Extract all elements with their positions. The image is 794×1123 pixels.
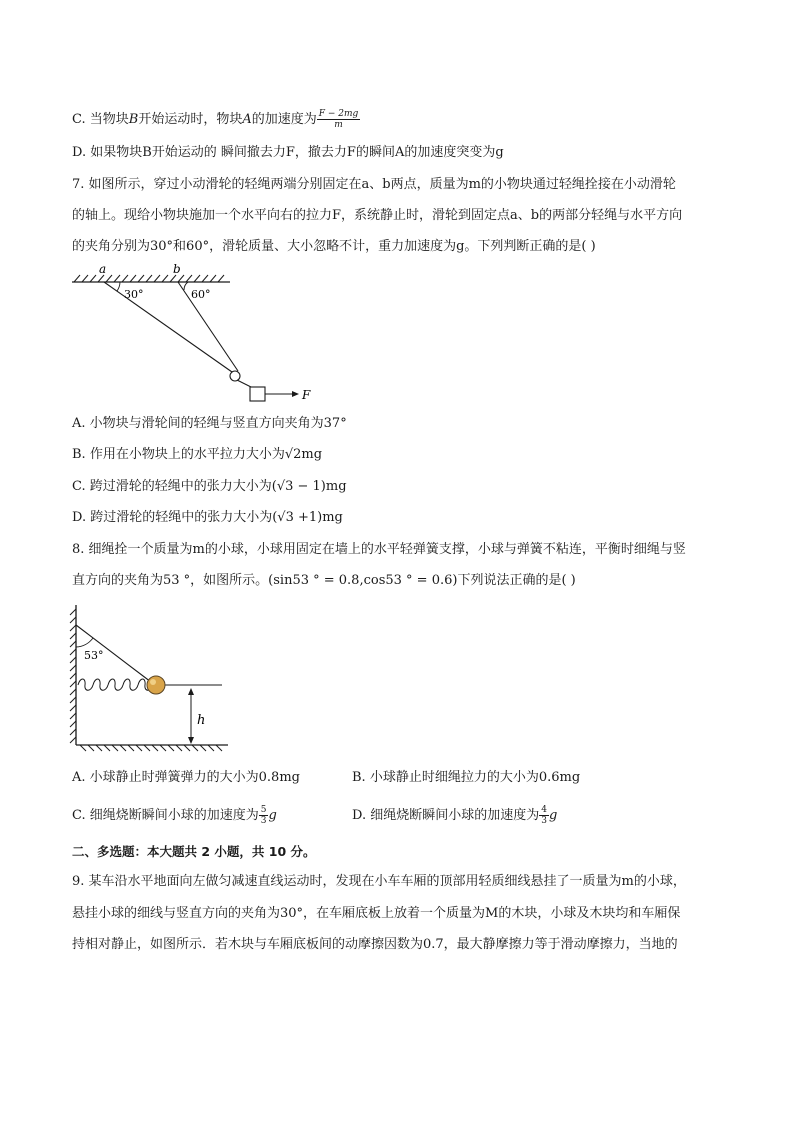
q8-stem-line-1: 8. 细绳拴一个质量为m的小球，小球用固定在墙上的水平轻弹簧支撑，小球与弹簧不粘连，平衡时细绳与竖	[72, 542, 686, 557]
q7-block	[250, 387, 265, 401]
q7-pulley-figure	[70, 262, 330, 407]
q8-ball	[147, 676, 165, 694]
q6-option-d: D. 如果物块B开始运动的 瞬间撤去力F，撤去力F的瞬间A的加速度突变为g	[72, 145, 504, 160]
q6-option-c-mid: 开始运动时，物块	[138, 112, 243, 127]
q8-spring	[78, 679, 157, 690]
q8-option-d-num: 4	[541, 805, 547, 815]
q7-force-arrowhead	[292, 391, 299, 397]
q8-option-a: A. 小球静止时弹簧弹力的大小为0.8mg	[72, 770, 300, 785]
q8-option-c-g: g	[268, 808, 277, 823]
q7-option-b: B. 作用在小物块上的水平拉力大小为√2mg	[72, 447, 323, 462]
q8-height-arrow-down	[188, 737, 194, 744]
q8-option-d-den: 3	[541, 816, 547, 826]
q7-option-c: C. 跨过滑轮的轻绳中的张力大小为(√3 − 1)mg	[72, 479, 347, 494]
q8-angle-label: 53°	[84, 649, 104, 662]
section-heading-multiple-choice: 二、多选题：本大题共 2 小题，共 10 分。	[72, 844, 316, 859]
q7-angle-label-60: 60°	[191, 288, 211, 301]
q8-ground	[76, 745, 228, 751]
q7-stem-line-1: 7. 如图所示，穿过小动滑轮的轻绳两端分别固定在a、b两点，质量为m的小物块通过轻绳拴接在小动滑轮	[72, 177, 676, 192]
q8-option-d	[352, 805, 557, 826]
q6-option-c-frac-num: F − 2mg	[318, 109, 359, 119]
q6-option-c-tail: 的加速度为	[251, 112, 317, 127]
q7-stem-line-2: 的轴上。现给小物块施加一个水平向右的拉力F，系统静止时，滑轮到固定点a、b的两部分轻绳与水平方向	[72, 208, 683, 223]
q7-angle-arc-a	[117, 282, 120, 291]
q7-pulley	[230, 371, 240, 381]
q7-option-d: D. 跨过滑轮的轻绳中的张力大小为(√3 +1)mg	[72, 510, 343, 525]
q8-option-d-fraction	[539, 805, 549, 826]
q9-stem-line-2: 悬挂小球的细线与竖直方向的夹角为30°，在车厢底板上放着一个质量为M的木块，小球及木块均和车厢保	[72, 906, 681, 921]
q7-ceiling	[72, 275, 230, 282]
q8-option-c-den: 3	[260, 816, 267, 826]
q8-option-b: B. 小球静止时细绳拉力的大小为0.6mg	[352, 770, 581, 785]
q6-option-c-frac-den: m	[334, 120, 343, 130]
q7-force-label: F	[302, 388, 311, 402]
q8-option-d-g: g	[548, 808, 558, 823]
q7-label-b: b	[173, 262, 181, 276]
q8-height-arrow-up	[188, 688, 194, 695]
q8-angle-arc	[76, 638, 93, 647]
q8-option-c-text: C. 细绳烧断瞬间小球的加速度为	[72, 808, 259, 823]
q8-height-label: h	[197, 713, 206, 728]
q6-option-c-a: A	[242, 112, 252, 127]
q6-option-c	[72, 109, 360, 130]
q8-ball-highlight	[150, 679, 156, 685]
q9-stem-line-1: 9. 某车沿水平地面向左做匀减速直线运动时，发现在小车车厢的顶部用轻质细线悬挂了一质量为m的小球，	[72, 874, 686, 889]
q8-option-c-num: 5	[260, 805, 267, 815]
q7-stem-line-3: 的夹角分别为30°和60°，滑轮质量、大小忽略不计，重力加速度为g。下列判断正确的是( )	[72, 239, 596, 254]
q8-option-c	[72, 805, 277, 826]
q8-option-d-text: D. 细绳烧断瞬间小球的加速度为	[352, 808, 540, 823]
q8-wall	[70, 605, 76, 745]
q6-option-c-prefix: C. 当物块	[72, 112, 129, 127]
q7-angle-arc-b	[184, 282, 188, 290]
q6-option-c-b: B	[128, 112, 139, 127]
q7-option-a: A. 小物块与滑轮间的轻绳与竖直方向夹角为37°	[72, 416, 347, 431]
q9-stem-line-3: 持相对静止，如图所示．若木块与车厢底板间的动摩擦因数为0.7，最大静摩擦力等于滑动摩擦力，当地的	[72, 937, 678, 952]
q7-angle-label-30: 30°	[124, 288, 144, 301]
q8-spring-figure	[66, 603, 236, 755]
q8-stem-line-2: 直方向的夹角为53 °，如图所示。(sin53 ° = 0.8,cos53 ° = 0.6)下列说法正确的是( )	[72, 573, 576, 588]
q7-label-a: a	[99, 262, 107, 276]
q6-option-c-fraction	[317, 109, 361, 130]
